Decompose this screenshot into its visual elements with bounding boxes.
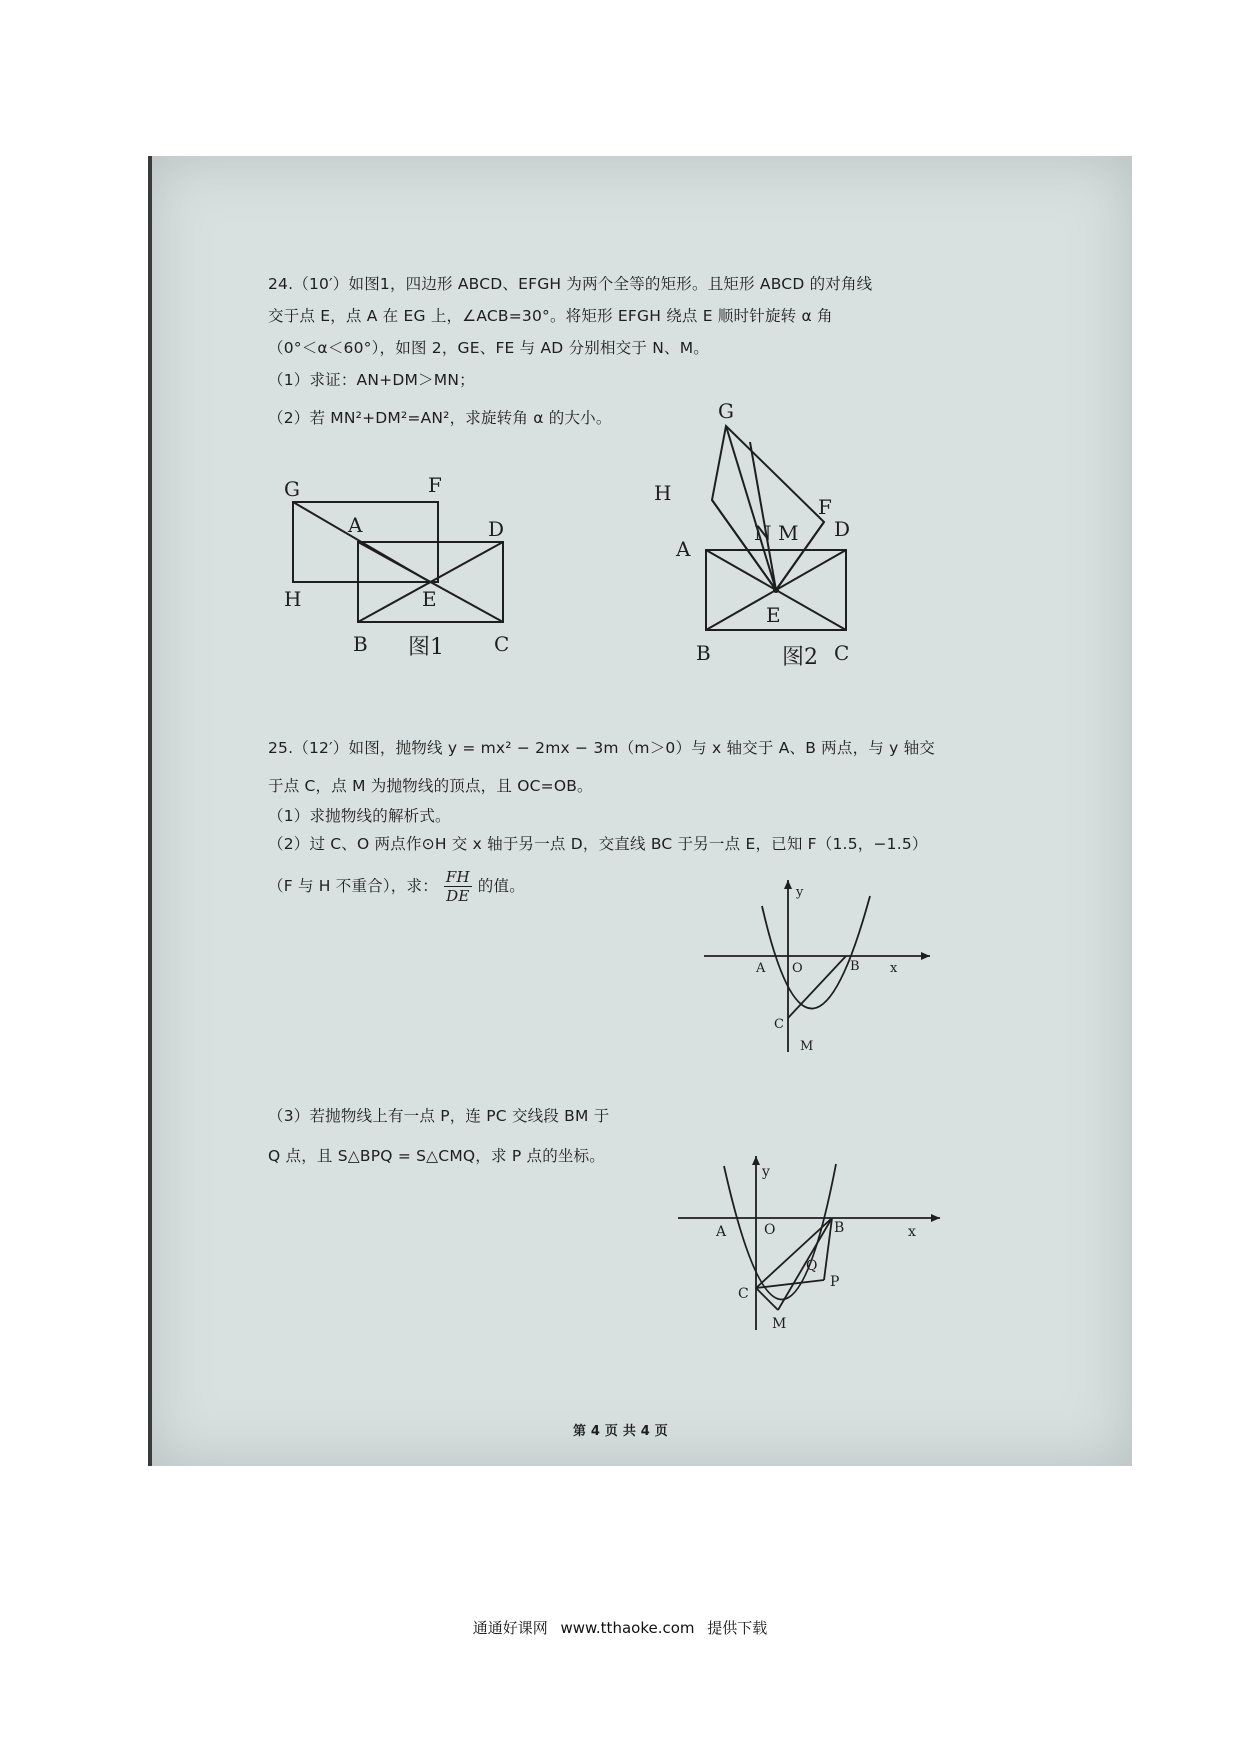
label-c: C: [834, 641, 850, 665]
q25-line1: 25.（12′）如图，抛物线 y = mx² − 2mx − 3m（m＞0）与 x 轴交于 A、B 两点，与 y 轴交: [268, 739, 936, 757]
label-n: N: [754, 521, 772, 545]
point-e: [773, 587, 779, 593]
segment-cp: [756, 1280, 824, 1288]
label-b: B: [850, 959, 860, 974]
label-q: Q: [806, 1258, 818, 1274]
q24-line3: （0°＜α＜60°），如图 2，GE、FE 与 AD 分别相交于 N、M。: [268, 339, 709, 357]
q25-graph-2: [674, 1152, 954, 1352]
label-d: D: [834, 517, 851, 541]
label-b: B: [696, 641, 711, 665]
label-m: M: [800, 1039, 814, 1054]
q25-part3-line2: Q 点，且 S△BPQ = S△CMQ，求 P 点的坐标。: [268, 1147, 605, 1165]
segment-bm: [778, 1218, 832, 1310]
segment-bp: [824, 1218, 832, 1280]
label-c: C: [738, 1286, 749, 1302]
label-m: M: [772, 1316, 787, 1332]
scanned-exam-page: [148, 156, 1132, 1466]
photo-border: [148, 156, 152, 1466]
q24-part1: （1）求证：AN+DM＞MN；: [268, 371, 475, 389]
figure-2-caption: 图2: [782, 645, 818, 670]
y-label: y: [762, 1164, 770, 1180]
site-name: 通通好课网: [472, 1619, 548, 1637]
q25-part2c: 的值。: [477, 877, 525, 895]
label-a: A: [676, 537, 691, 561]
label-d: D: [488, 517, 505, 541]
q24-line2: 交于点 E，点 A 在 EG 上，∠ACB=30°。将矩形 EFGH 绕点 E 顺时针旋转 α 角: [268, 307, 833, 325]
label-o: O: [792, 961, 803, 976]
y-label: y: [796, 885, 804, 900]
q25-part1: （1）求抛物线的解析式。: [268, 807, 451, 825]
site-suffix: 提供下载: [707, 1619, 768, 1637]
label-f: F: [428, 473, 442, 497]
label-b: B: [353, 632, 368, 656]
q25-part3-line1: （3）若抛物线上有一点 P，连 PC 交线段 BM 于: [268, 1107, 610, 1125]
label-c: C: [774, 1017, 784, 1032]
figure-1-caption: 图1: [408, 635, 444, 660]
segment-he: [712, 500, 776, 590]
label-a: A: [756, 961, 766, 976]
label-b: B: [834, 1220, 845, 1236]
label-a: A: [348, 513, 363, 537]
parabola: [762, 896, 870, 1009]
fraction-denominator: DE: [446, 887, 470, 905]
label-h: H: [284, 587, 302, 611]
page-number: 第 4 页 共 4 页: [573, 1424, 668, 1439]
site-footer: [0, 1617, 1240, 1638]
label-a: A: [716, 1224, 727, 1240]
q25-graph-1: [700, 876, 940, 1066]
label-o: O: [764, 1222, 776, 1238]
q25-part2: （2）过 C、O 两点作⊙H 交 x 轴于另一点 D，交直线 BC 于另一点 E，已知 F（1.5，−1.5）: [268, 835, 928, 853]
q24-line1: 24.（10′）如图1，四边形 ABCD、EFGH 为两个全等的矩形。且矩形 ABCD 的对角线: [268, 275, 873, 293]
label-c: C: [494, 632, 510, 656]
label-p: P: [830, 1274, 840, 1290]
label-e: E: [766, 603, 781, 627]
q24-figure-1: [258, 456, 558, 666]
q24-figure-2: [648, 396, 908, 676]
parabola: [724, 1164, 836, 1300]
q24-part2: （2）若 MN²+DM²=AN²，求旋转角 α 的大小。: [268, 409, 612, 427]
fraction-fh-over-de: [444, 868, 472, 905]
site-url[interactable]: www.tthaoke.com: [560, 1619, 695, 1637]
label-g: G: [284, 477, 300, 501]
label-e: E: [422, 587, 437, 611]
q25-line2: 于点 C，点 M 为抛物线的顶点，且 OC=OB。: [268, 777, 593, 795]
q25-part2-ratio-line: [268, 866, 525, 906]
label-g: G: [718, 399, 734, 423]
label-h: H: [654, 481, 672, 505]
label-m: M: [778, 521, 799, 545]
q25-part2b: （F 与 H 不重合），求：: [268, 877, 438, 895]
label-f: F: [818, 495, 832, 519]
x-label: x: [908, 1224, 916, 1240]
fraction-numerator: FH: [445, 868, 470, 886]
x-label: x: [890, 961, 898, 976]
